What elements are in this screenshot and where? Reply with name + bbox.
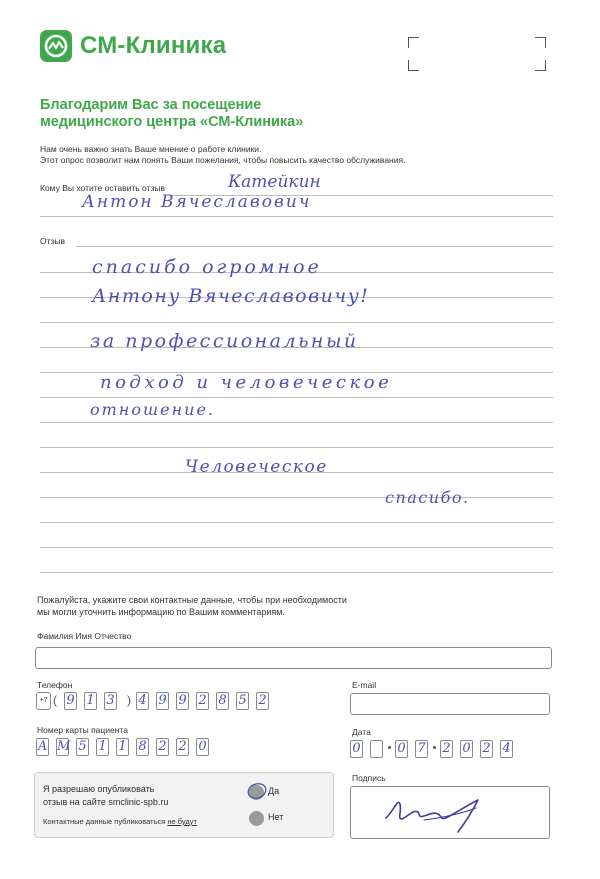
- review-handwriting-line[interactable]: Антону Вячеславовичу!: [92, 285, 370, 307]
- review-line: [76, 246, 553, 247]
- phone-prefix: +7: [39, 697, 48, 704]
- card-char[interactable]: 2: [176, 738, 189, 756]
- clinic-logo-icon: [40, 30, 72, 62]
- card-char[interactable]: 0: [196, 738, 209, 756]
- review-handwriting-line[interactable]: Человеческое: [185, 457, 328, 477]
- date-month-digit[interactable]: 7: [415, 740, 428, 758]
- phone-digit[interactable]: 9: [156, 692, 169, 710]
- date-year-digit[interactable]: 4: [500, 740, 513, 758]
- corner-mark: [408, 60, 419, 71]
- review-line: [40, 522, 553, 523]
- card-char[interactable]: А: [37, 739, 48, 754]
- date-separator: [388, 746, 391, 749]
- publish-no-label: Нет: [268, 812, 284, 822]
- review-handwriting-line[interactable]: отношение.: [90, 400, 215, 419]
- date-label: Дата: [352, 727, 371, 737]
- publish-yes-label: Да: [268, 786, 280, 796]
- phone-digit[interactable]: 9: [64, 692, 77, 710]
- publish-no-radio[interactable]: [249, 811, 264, 826]
- contact-prompt: Пожалуйста, укажите свои контактные данные, чтобы при необходимости мы могли уточнить информацию по Вашим комментариям.: [37, 595, 347, 617]
- review-handwriting-line[interactable]: спасибо.: [385, 488, 470, 507]
- full-name-field[interactable]: [35, 647, 552, 669]
- review-line: [40, 397, 553, 398]
- phone-digit[interactable]: 3: [104, 692, 117, 710]
- yes-selection-mark-icon: [245, 779, 269, 801]
- card-char[interactable]: М: [57, 739, 71, 754]
- card-char[interactable]: 1: [116, 738, 129, 756]
- phone-digit[interactable]: 9: [176, 692, 189, 710]
- consent-note: [43, 817, 197, 826]
- review-handwriting-line[interactable]: за профессиональный: [90, 330, 359, 352]
- phone-digit[interactable]: 1: [84, 692, 97, 710]
- consent-note-emphasis: не будут: [167, 817, 197, 826]
- review-handwriting-line[interactable]: спасибо огромное: [92, 256, 322, 278]
- date-day-digit[interactable]: 0: [350, 740, 363, 758]
- recipient-line: [40, 216, 553, 217]
- recipient-handwriting-1[interactable]: Катейкин: [228, 172, 321, 192]
- review-line: [40, 497, 553, 498]
- date-day-digit[interactable]: [370, 740, 383, 758]
- phone-paren-open: (: [53, 693, 57, 707]
- handwritten-signature: [380, 788, 500, 838]
- review-line: [40, 547, 553, 548]
- full-name-label: Фамилия Имя Отчество: [37, 631, 132, 641]
- card-number-label: Номер карты пациента: [37, 725, 128, 735]
- form-title: Благодарим Вас за посещение медицинского центра «СМ-Клиника»: [40, 97, 304, 130]
- consent-text: Я разрешаю опубликовать отзыв на сайте smclinic-spb.ru: [43, 784, 169, 807]
- recipient-label: Кому Вы хотите оставить отзыв: [40, 183, 165, 193]
- email-label: E-mail: [352, 680, 377, 690]
- date-year-digit[interactable]: 0: [460, 740, 473, 758]
- phone-digit[interactable]: 8: [216, 692, 229, 710]
- corner-mark: [535, 60, 546, 71]
- phone-digit[interactable]: 2: [196, 692, 209, 710]
- review-label: Отзыв: [40, 236, 66, 246]
- email-field[interactable]: [350, 693, 550, 715]
- date-separator: [433, 746, 436, 749]
- consent-note-prefix: Контактные данные публиковаться: [43, 817, 168, 826]
- review-line: [40, 322, 553, 323]
- recipient-handwriting-2[interactable]: Антон Вячеславович: [82, 192, 312, 212]
- phone-digit[interactable]: 5: [236, 692, 249, 710]
- date-year-digit[interactable]: 2: [440, 740, 453, 758]
- phone-digit[interactable]: 2: [256, 692, 269, 710]
- card-char[interactable]: 2: [156, 738, 169, 756]
- review-line: [40, 447, 553, 448]
- corner-mark: [408, 37, 419, 48]
- review-handwriting-line[interactable]: подход и человеческое: [100, 372, 393, 393]
- phone-paren-close: ): [127, 693, 131, 707]
- phone-digit[interactable]: 4: [136, 692, 149, 710]
- form-intro: Нам очень важно знать Ваше мнение о работе клиники. Этот опрос позволит нам понять Ваши пожелания, чтобы повысить качество обслуживания.: [40, 144, 406, 165]
- phone-prefix-box: [36, 692, 51, 710]
- review-line: [40, 422, 553, 423]
- date-month-digit[interactable]: 0: [395, 740, 408, 758]
- card-char[interactable]: 8: [136, 738, 149, 756]
- corner-mark: [535, 37, 546, 48]
- date-year-digit[interactable]: 2: [480, 740, 493, 758]
- phone-label: Телефон: [37, 680, 73, 690]
- card-char[interactable]: 1: [96, 738, 109, 756]
- card-char[interactable]: 5: [76, 738, 89, 756]
- review-line: [40, 572, 553, 573]
- clinic-name: СМ-Клиника: [80, 32, 227, 59]
- signature-label: Подпись: [352, 773, 386, 783]
